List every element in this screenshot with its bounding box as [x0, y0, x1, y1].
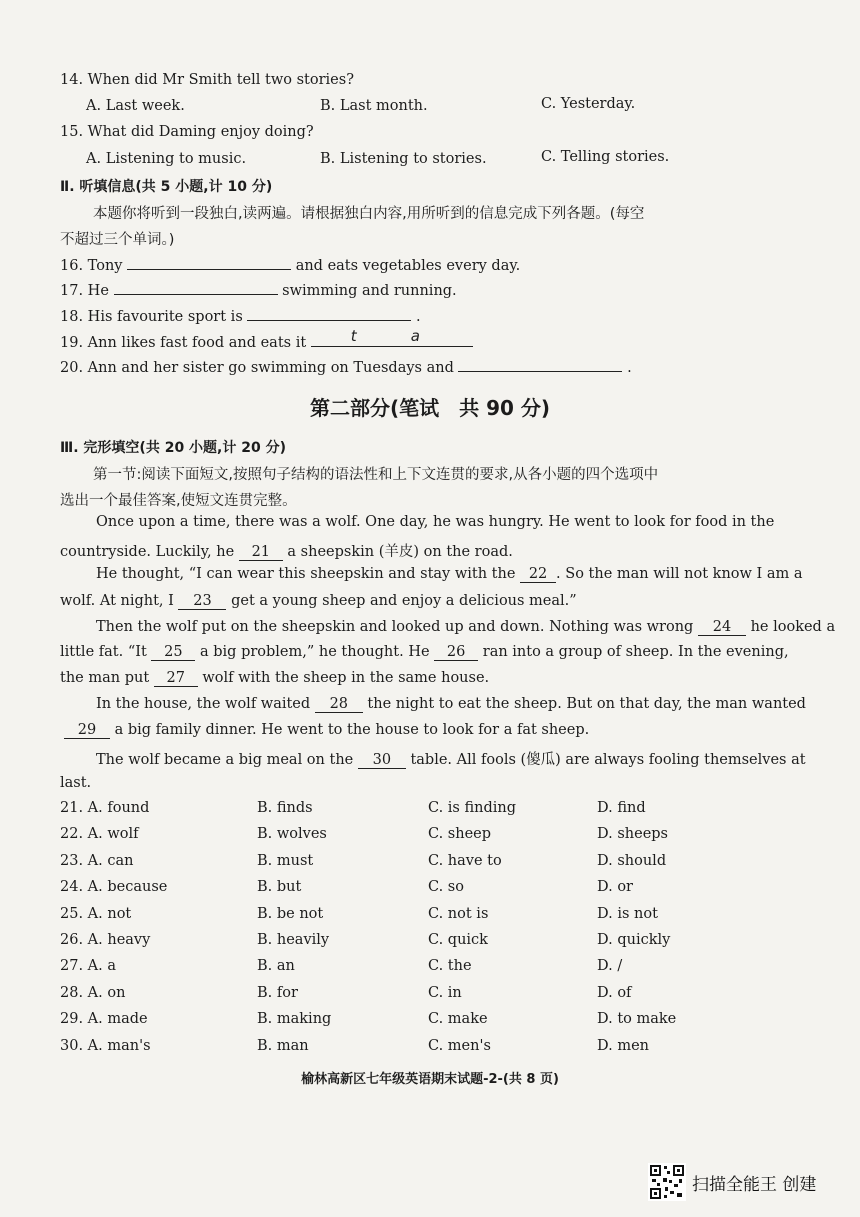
q28-option-b[interactable]: B. for	[257, 984, 298, 1001]
section-3-instruction-line1: 第一节:阅读下面短文,按照句子结构的语法性和上下文连贯的要求,从各小题的四个选项中	[93, 467, 659, 483]
q26-option-b[interactable]: B. heavily	[257, 932, 330, 948]
q22-option-d[interactable]: D. sheeps	[597, 826, 668, 843]
section-2-instruction-line2: 不超过三个单词。)	[60, 232, 175, 248]
qr-code-icon	[648, 1163, 686, 1201]
fill-item-18	[60, 307, 421, 325]
q30-option-b[interactable]: B. man	[257, 1037, 309, 1054]
cloze-blank-29[interactable]: 29	[64, 722, 110, 739]
fill-blank-17[interactable]	[114, 281, 278, 295]
q21-option-d[interactable]: D. find	[597, 800, 646, 816]
passage-text: wolf with the sheep in the same house.	[202, 670, 490, 686]
section-2-instruction-line1: 本题你将听到一段独白,读两遍。请根据独白内容,用所听到的信息完成下列各题。(每空	[93, 206, 645, 222]
q22-option-c[interactable]: C. sheep	[428, 826, 492, 843]
q25-option-c[interactable]: C. not is	[428, 905, 489, 922]
passage-text: get a young sheep and enjoy a delicious meal.”	[231, 593, 577, 609]
passage-text: The wolf became a big meal on the	[96, 752, 354, 768]
passage-line-11: last.	[60, 775, 92, 791]
q14-option-a: A. Last week.	[86, 98, 185, 114]
passage-text: countryside. Luckily, he	[60, 544, 235, 560]
fill-blank-18[interactable]	[247, 307, 411, 321]
q30-option-a[interactable]: 30. A. man's	[60, 1037, 151, 1054]
q24-option-a[interactable]: 24. A. because	[60, 879, 168, 896]
q28-option-c[interactable]: C. in	[428, 984, 462, 1001]
cloze-blank-22[interactable]: 22	[520, 566, 556, 583]
q23-option-a[interactable]: 23. A. can	[60, 852, 134, 869]
passage-text: table. All fools (傻瓜) are always fooling themselves at	[410, 752, 806, 768]
fill-item-20-pre: 20. Ann and her sister go swimming on Tuesdays and	[60, 360, 454, 376]
fill-item-18-post: .	[415, 309, 421, 325]
cloze-blank-25[interactable]: 25	[151, 644, 195, 661]
q29-option-b[interactable]: B. making	[257, 1011, 332, 1028]
fill-item-17	[60, 281, 457, 299]
q23-option-b[interactable]: B. must	[257, 852, 314, 869]
passage-line-6	[60, 644, 789, 661]
scanner-text: 扫描全能王 创建	[692, 1174, 817, 1195]
passage-text: the night to eat the sheep. But on that day, the man wanted	[367, 696, 806, 712]
q22-option-a[interactable]: 22. A. wolf	[60, 826, 139, 843]
passage-line-5	[96, 619, 835, 636]
fill-blank-20[interactable]	[458, 358, 622, 372]
passage-text: little fat. “It	[60, 644, 147, 660]
part-2-title: 第二部分(笔试 共 90 分)	[309, 396, 551, 420]
fill-item-16-pre: 16. Tony	[60, 258, 123, 274]
q21-option-c[interactable]: C. is finding	[428, 800, 517, 816]
cloze-blank-27[interactable]: 27	[154, 670, 198, 687]
page-footer: 榆林高新区七年级英语期末试题-2-(共 8 页)	[301, 1072, 559, 1087]
q29-option-c[interactable]: C. make	[428, 1011, 488, 1028]
cloze-blank-21[interactable]: 21	[239, 544, 283, 561]
question-15: 15. What did Daming enjoy doing?	[60, 124, 314, 140]
passage-line-7	[60, 670, 489, 687]
passage-line-2	[60, 540, 513, 561]
q14-option-c: C. Yesterday.	[541, 96, 636, 112]
passage-line-9	[64, 722, 589, 739]
passage-text: a sheepskin (羊皮) on the road.	[287, 544, 513, 560]
q29-option-d[interactable]: D. to make	[597, 1011, 677, 1028]
q27-option-a[interactable]: 27. A. a	[60, 958, 117, 975]
fill-item-20	[60, 358, 632, 376]
cloze-blank-30[interactable]: 30	[358, 752, 406, 769]
scanner-watermark	[648, 1163, 816, 1201]
passage-line-8	[96, 696, 806, 713]
fill-item-18-pre: 18. His favourite sport is	[60, 309, 243, 325]
q30-option-c[interactable]: C. men's	[428, 1037, 491, 1054]
q24-option-d[interactable]: D. or	[597, 879, 633, 896]
q25-option-b[interactable]: B. be not	[257, 905, 324, 922]
fill-item-20-post: .	[627, 360, 632, 376]
handwritten-letter-a: a	[410, 327, 420, 345]
fill-item-19-pre: 19. Ann likes fast food and eats it	[60, 335, 307, 351]
q26-option-c[interactable]: C. quick	[428, 932, 488, 948]
fill-item-17-pre: 17. He	[60, 283, 109, 299]
q15-option-b: B. Listening to stories.	[320, 151, 487, 167]
fill-item-17-post: swimming and running.	[282, 283, 457, 299]
passage-line-3	[96, 566, 803, 583]
cloze-blank-28[interactable]: 28	[315, 696, 363, 713]
q15-option-c: C. Telling stories.	[541, 149, 670, 165]
q26-option-a[interactable]: 26. A. heavy	[60, 932, 151, 948]
q14-option-b: B. Last month.	[320, 98, 428, 114]
q27-option-b[interactable]: B. an	[257, 958, 295, 975]
q23-option-d[interactable]: D. should	[597, 852, 667, 869]
passage-text: Then the wolf put on the sheepskin and looked up and down. Nothing was wrong	[96, 619, 694, 635]
q21-option-b[interactable]: B. finds	[257, 800, 313, 816]
q25-option-a[interactable]: 25. A. not	[60, 905, 132, 922]
passage-text: In the house, the wolf waited	[96, 696, 311, 712]
handwritten-letter-t: t	[350, 327, 357, 345]
question-14: 14. When did Mr Smith tell two stories?	[60, 72, 354, 88]
fill-blank-16[interactable]	[127, 256, 291, 270]
passage-text: . So the man will not know I am a	[556, 566, 803, 582]
fill-item-16-post: and eats vegetables every day.	[295, 258, 521, 274]
q28-option-a[interactable]: 28. A. on	[60, 984, 126, 1001]
passage-text: the man put	[60, 670, 150, 686]
passage-text: a big family dinner. He went to the house to look for a fat sheep.	[114, 722, 590, 738]
q30-option-d[interactable]: D. men	[597, 1037, 649, 1054]
cloze-blank-23[interactable]: 23	[178, 593, 226, 610]
passage-text: He thought, “I can wear this sheepskin and stay with the	[96, 566, 516, 582]
section-3-heading: Ⅲ. 完形填空(共 20 小题,计 20 分)	[60, 440, 287, 456]
passage-line-10	[96, 748, 806, 769]
q15-option-a: A. Listening to music.	[86, 151, 247, 167]
cloze-blank-26[interactable]: 26	[434, 644, 478, 661]
q23-option-c[interactable]: C. have to	[428, 852, 502, 869]
q27-option-d[interactable]: D. /	[597, 958, 623, 975]
passage-line-1: Once upon a time, there was a wolf. One day, he was hungry. He went to look for food in the	[96, 514, 775, 530]
q29-option-a[interactable]: 29. A. made	[60, 1011, 148, 1028]
section-2-heading: Ⅱ. 听填信息(共 5 小题,计 10 分)	[60, 179, 273, 195]
passage-text: wolf. At night, I	[60, 593, 174, 609]
passage-text: a big problem,” he thought. He	[200, 644, 430, 660]
fill-item-16	[60, 256, 520, 274]
passage-line-4	[60, 593, 577, 610]
cloze-blank-24[interactable]: 24	[698, 619, 746, 636]
q28-option-d[interactable]: D. of	[597, 984, 632, 1001]
q27-option-c[interactable]: C. the	[428, 958, 472, 975]
section-3-instruction-line2: 选出一个最佳答案,使短文连贯完整。	[60, 493, 297, 509]
q24-option-b[interactable]: B. but	[257, 879, 302, 896]
q25-option-d[interactable]: D. is not	[597, 905, 658, 922]
passage-text: he looked a	[750, 619, 836, 635]
q26-option-d[interactable]: D. quickly	[597, 932, 671, 948]
fill-blank-19[interactable]	[311, 327, 473, 347]
passage-text: ran into a group of sheep. In the evening,	[482, 644, 789, 660]
q21-option-a[interactable]: 21. A. found	[60, 800, 150, 816]
q24-option-c[interactable]: C. so	[428, 879, 464, 896]
fill-item-19	[60, 327, 473, 351]
q22-option-b[interactable]: B. wolves	[257, 826, 327, 843]
